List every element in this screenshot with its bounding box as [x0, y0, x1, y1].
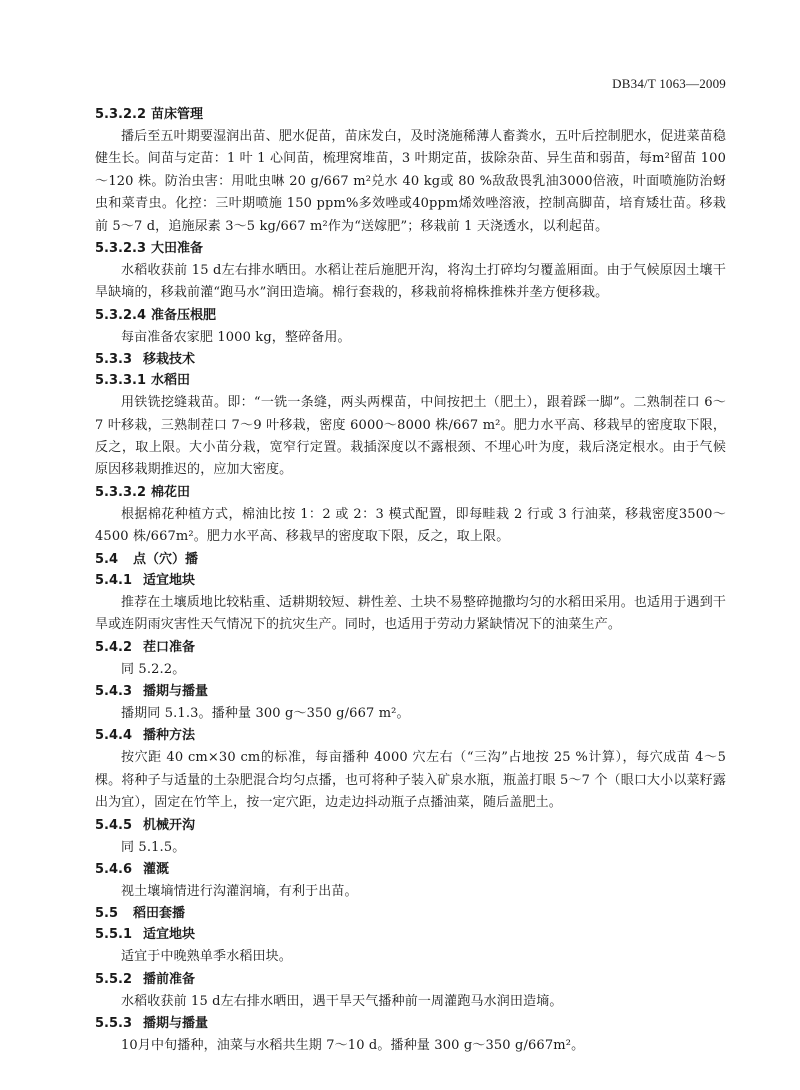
- document-body: [95, 104, 726, 1058]
- section-title: 准备压根肥: [151, 307, 217, 323]
- section-heading: [95, 860, 726, 880]
- section-title: 大田准备: [151, 241, 204, 257]
- section-number: 5.5.2: [95, 971, 133, 987]
- paragraph: 水稻收获前 15 d左右排水晒田，遇干旱天气播种前一周灌跑马水润田造墒。: [121, 993, 563, 1009]
- section-heading: [95, 105, 726, 125]
- section-heading: [95, 571, 726, 591]
- section-number: 5.4.1: [95, 572, 133, 588]
- paragraph: 播期同 5.1.3。播种量 300 g～350 g/667 m²。: [121, 705, 410, 721]
- paragraph: 播后至五叶期要湿润出苗、肥水促苗，苗床发白，及时浇施稀薄人畜粪水，五叶后控制肥水，促进菜苗稳健生长。间苗与定苗：1 叶 1 心间苗，梳理窝堆苗，3 叶期定苗，拔除杂苗、异生苗和弱苗，每m²留苗 100～120 株。防治虫害：用吡虫啉 20 g/667 m²兑水 40 kg或 80 %敌敌畏乳油3000倍液，叶面喷施防治蚜虫和菜青虫。化控：三叶期喷施 150 ppm%多效唑或40ppm烯效唑溶液，控制高脚苗，培育矮壮苗。移栽前 5～7 d，追施尿素 3～5 kg/667 m²作为“送嫁肥”；移栽前 1 天浇透水，以利起苗。: [95, 129, 726, 234]
- section-title: 水稻田: [151, 373, 191, 389]
- section-number: 5.4.2: [95, 639, 133, 655]
- section-heading: [95, 350, 726, 370]
- section-title: 茬口准备: [143, 639, 196, 655]
- section-title: 机械开沟: [143, 817, 196, 833]
- paragraph: 每亩准备农家肥 1000 kg，整碎备用。: [121, 329, 351, 345]
- section-heading: [95, 306, 726, 326]
- paragraph: 同 5.1.5。: [121, 839, 186, 855]
- paragraph: 适宜于中晚熟单季水稻田块。: [121, 949, 292, 965]
- section-number: 5.3.2.3: [95, 241, 146, 257]
- section-title: 灌溉: [143, 861, 170, 877]
- section-title: 播种方法: [143, 728, 196, 744]
- section-title: 播期与播量: [143, 1016, 209, 1032]
- section-number: 5.4: [95, 551, 119, 567]
- section-heading: [95, 816, 726, 836]
- section-title: 稻田套播: [133, 906, 186, 922]
- paragraph: 水稻收获前 15 d左右排水晒田。水稻让茬后施肥开沟，将沟土打碎均匀覆盖厢面。由于气候原因土壤干旱缺墒的，移栽前灌“跑马水”润田造墒。棉行套栽的，移栽前将棉株推株并垄方便移栽。: [95, 263, 726, 301]
- section-number: 5.4.6: [95, 861, 133, 877]
- paragraph: 10月中旬播种，油菜与水稻共生期 7～10 d。播种量 300 g～350 g/667m²。: [121, 1038, 585, 1054]
- paragraph: 视土壤墒情进行沟灌润墒，有利于出苗。: [121, 883, 358, 899]
- section-heading: [95, 638, 726, 658]
- section-title: 播期与播量: [143, 683, 209, 699]
- section-number: 5.3.2.2: [95, 107, 146, 122]
- section-number: 5.4.5: [95, 817, 133, 833]
- section-title: 点（穴）播: [133, 551, 199, 567]
- section-number: 5.4.3: [95, 683, 133, 699]
- section-heading: [95, 239, 726, 259]
- section-title: 播前准备: [143, 971, 196, 987]
- paragraph: 根据棉花种植方式，棉油比按 1：2 或 2：3 模式配置，即每畦栽 2 行或 3 行油菜，移栽密度3500～4500 株/667m²。肥力水平高、移栽早的密度取下限，反之，取上限。: [95, 506, 726, 545]
- section-heading: [95, 970, 726, 990]
- section-title: 棉花田: [151, 484, 191, 500]
- section-number: 5.3.3.1: [95, 373, 146, 389]
- section-heading: [95, 904, 726, 924]
- paragraph: 同 5.2.2。: [121, 661, 186, 677]
- paragraph: 推荐在土壤质地比较粘重、适耕期较短、耕性差、土块不易整碎抛撒均匀的水稻田采用。也适用于遇到干旱或连阴雨灾害性天气情况下的抗灾生产。同时，也适用于劳动力紧缺情况下的油菜生产。: [95, 594, 726, 633]
- section-heading: [95, 483, 726, 503]
- section-title: 苗床管理: [151, 107, 204, 122]
- section-heading: [95, 682, 726, 702]
- section-number: 5.3.3: [95, 352, 133, 368]
- section-number: 5.5.3: [95, 1016, 133, 1032]
- section-heading: [95, 925, 726, 945]
- section-heading: [95, 550, 726, 570]
- section-number: 5.5.1: [95, 927, 133, 943]
- section-title: 适宜地块: [143, 572, 196, 588]
- section-number: 5.5: [95, 906, 119, 922]
- section-heading: [95, 1014, 726, 1034]
- section-heading: [95, 371, 726, 391]
- section-heading: [95, 726, 726, 746]
- section-number: 5.3.3.2: [95, 484, 146, 500]
- section-title: 适宜地块: [143, 927, 196, 943]
- paragraph: 按穴距 40 cm×30 cm的标准，每亩播种 4000 穴左右（“三沟”占地按 25 %计算），每穴成苗 4～5 棵。将种子与适量的土杂肥混合均匀点播，也可将种子装入矿泉水瓶，瓶盖打眼 5～7 个（眼口大小以菜籽露出为宜），固定在竹竿上，按一定穴距，边走边抖动瓶子点播油菜，随后盖肥土。: [95, 750, 726, 811]
- paragraph: 用铁铣挖缝栽苗。即：“一铣一条缝，两头两棵苗，中间按把土（肥土），跟着踩一脚”。二熟制茬口 6～7 叶移栽，三熟制茬口 7～9 叶移栽，密度 6000～8000 株/667 m²。肥力水平高、移栽早的密度取下限，反之，取上限。大小苗分栽，宽窄行定置。栽插深度以不露根颈、不埋心叶为度，栽后浇定根水。由于气候原因移栽期推迟的，应加大密度。: [95, 395, 726, 478]
- standard-number: DB34/T 1063—2009: [612, 76, 726, 91]
- section-number: 5.3.2.4: [95, 307, 146, 323]
- section-number: 5.4.4: [95, 728, 133, 744]
- section-title: 移栽技术: [143, 352, 196, 368]
